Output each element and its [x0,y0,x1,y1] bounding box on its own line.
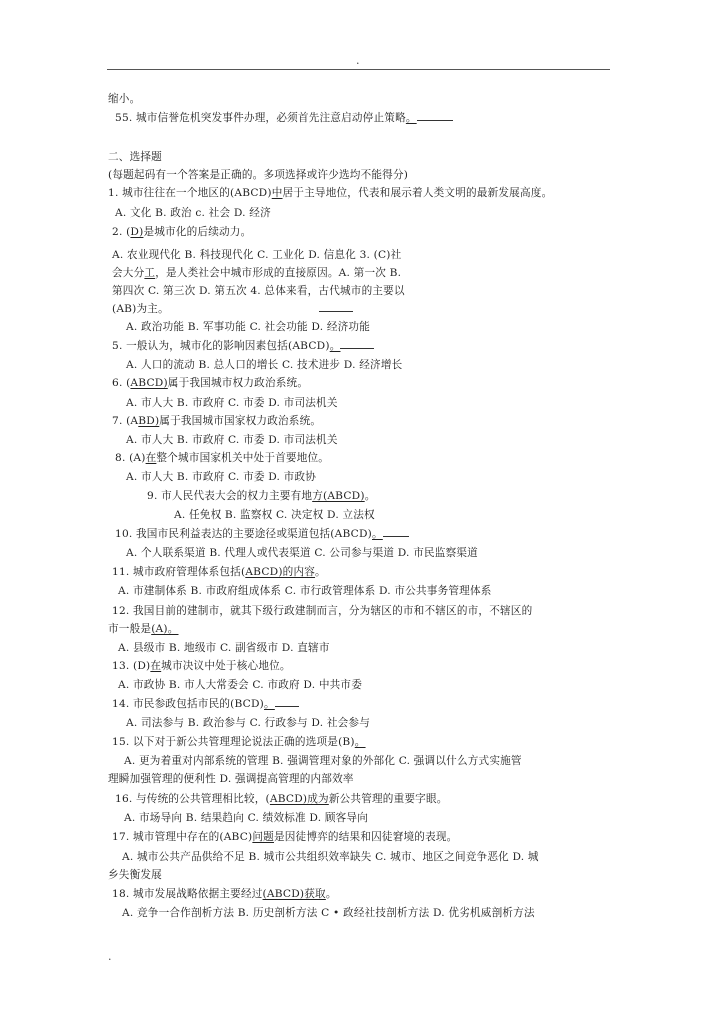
text-segment: 城市决议中处于核心地位。 [161,660,291,672]
text-segment: 。 [325,888,337,900]
text-segment: 9. 市人民代表大会的权力主要有地 [147,490,313,502]
question-line [115,451,329,465]
text-segment: 7. (A [112,415,139,427]
question-line [112,414,321,428]
header-dot: . [356,54,360,67]
answer-underline: 。 [264,698,275,710]
text-segment: 整个城市国家机关中处于首要地位。 [156,452,330,464]
text-segment: 市一般是 [108,623,152,635]
text-segment: 16. 与传统的公共管理相比较，( [115,793,270,805]
answer-underline: ABCD)的内容 [245,566,316,578]
text-segment: (AB)为主。 [112,303,169,315]
options-line: A. 更为着重对内部系统的管理 B. 强调管理对象的外部化 C. 强调以什么方式实施管 [124,755,522,767]
options-line: A. 市人大 B. 市政府 C. 市委 D. 市司法机关 [126,397,338,409]
question-line [108,186,552,200]
question-line [112,887,337,901]
options-line: A. 市政协 B. 市人大常委会 C. 市政府 D. 中共市委 [118,679,363,691]
text-segment: 18. 城市发展战略依据主要经过 [112,888,263,900]
options-line: 乡失衡发展 [108,869,162,881]
text-segment: 14. 市民参政包括市民的(BCD) [112,698,265,710]
text-segment: 1. 城市往往在一个地区的(ABCD) [108,187,272,199]
header-rule [107,69,610,70]
question-line [115,527,409,541]
text-segment: 13. (D) [112,660,151,672]
options-line: 理瞬加强管理的便利性 D. 强调提高管理的内部效率 [108,773,354,785]
options-line: A. 文化 B. 政治 c. 社会 D. 经济 [115,207,271,219]
text-segment: 会大分 [112,267,145,279]
options-line: A. 县级市 B. 地级市 C. 副省级市 D. 直辖市 [118,642,330,654]
options-line: A. 市场导向 B. 结果趋向 C. 绩效标准 D. 顾客导向 [124,812,369,824]
section-note: (每题起码有一个答案是正确的。多项选择或许少选均不能得分) [108,169,409,181]
text-segment: 。 [364,490,376,502]
options-line: A. 竞争一合作剖析方法 B. 历史剖析方法 C • 政经社技剖析方法 D. 优劣机威剖析方法 [122,907,535,919]
text-segment: 11. 城市政府管理体系包括( [112,566,246,578]
question-line [112,659,291,673]
text-segment: 15. 以下对于新公共管理理论说法正确的选项是(B) [112,736,355,748]
answer-underline: 工 [144,267,156,279]
question-line [112,302,353,316]
answer-underline: 。 [329,340,341,352]
question-line [112,266,401,280]
text-segment: 5. 一般认为，城市化的影响因素包括(ABCD) [112,340,330,352]
options-line: A. 市建制体系 B. 市政府组成体系 C. 市行政管理体系 D. 市公共事务管理体系 [118,585,492,597]
options-line: 第四次 C. 第三次 D. 第五次 4. 总体来看，古代城市的主要以 [112,285,405,297]
options-line: A. 城市公共产品供给不足 B. 城市公共组织效率缺失 C. 城市、地区之间竞争恶化 D. 城 [122,851,539,863]
text-line [115,111,453,125]
answer-blank [319,302,353,312]
question-line [112,339,374,353]
text-segment: 17. 城市管理中存在的(ABC) [112,831,253,843]
answer-underline: BD) [138,415,160,427]
answer-blank [383,527,409,537]
question-line: 12. 我国目前的建制市，就其下级行政建制而言，分为辖区的市和不辖区的市，不辖区的 [112,605,533,617]
options-line: A. 市人大 B. 市政府 C. 市委 D. 市司法机关 [126,434,338,446]
answer-underline: 中 [271,187,283,199]
answer-underline: 。 [372,528,383,540]
question-line [112,376,308,390]
text-segment: 。 [315,566,326,578]
question-line [112,735,366,749]
question-line [115,792,448,806]
text-segment: 居于主导地位，代表和展示着人类文明的最新发展高度。 [282,187,553,199]
options-line: A. 任免权 B. 监察权 C. 决定权 D. 立法权 [174,509,375,521]
answer-underline: 。 [405,112,417,124]
text-segment: 属于我国城市权力政治系统。 [167,377,309,389]
question-line [112,225,251,239]
text-segment: 2. ( [112,226,131,238]
text-segment: 属于我国城市国家权力政治系统。 [159,415,322,427]
question-line [108,622,179,636]
answer-blank [340,339,374,349]
text-segment: 6. ( [112,377,131,389]
text-segment: 55. 城市信誉危机突发事件办理，必须首先注意启动停止策略 [115,112,406,124]
answer-underline: 。 [354,736,366,748]
answer-underline: ABCD)成为 [269,793,329,805]
text-segment: 8. (A) [115,452,146,464]
answer-underline: D) [130,226,144,238]
footer-dot: . [108,950,112,963]
options-line: A. 个人联系渠道 B. 代理人或代表渠道 C. 公司参与渠道 D. 市民监察渠道 [126,547,478,559]
answer-blank [275,697,299,707]
text-segment: 是因徒博弈的结果和囚徒窘境的表现。 [273,831,458,843]
text-segment: ，是人类社会中城市形成的直接原因。A. 第一次 B. [155,267,402,279]
section-heading: 二、选择题 [108,151,162,163]
answer-underline: 在 [150,660,162,672]
options-line: A. 政治功能 B. 军事功能 C. 社会功能 D. 经济功能 [126,321,371,333]
text-segment: 新公共管理的重要字眼。 [328,793,448,805]
text-line: 缩小。 [108,93,141,105]
question-line [147,489,375,503]
answer-underline: (A)。 [151,623,179,635]
question-line [112,697,299,711]
answer-underline: ABCD) [130,377,168,389]
answer-underline: (ABCD)获取 [262,888,326,900]
answer-underline: 问题 [252,831,274,843]
options-line: A. 司法参与 B. 政治参与 C. 行政参与 D. 社会参与 [126,717,371,729]
text-segment: 10. 我国市民利益表达的主要途径或渠道包括(ABCD) [115,528,372,540]
question-line [112,830,457,844]
answer-underline: 在 [145,452,157,464]
options-line: A. 农业现代化 B. 科技现代化 C. 工业化 D. 信息化 3. (C)社 [112,249,402,261]
options-line: A. 市人大 B. 市政府 C. 市委 D. 市政协 [126,471,317,483]
answer-blank [417,111,453,121]
answer-underline: 方(ABCD) [312,490,365,502]
question-line [112,565,326,579]
text-segment: 是城市化的后续动力。 [143,226,252,238]
options-line: A. 人口的流动 B. 总人口的增长 C. 技术进步 D. 经济增长 [126,359,403,371]
